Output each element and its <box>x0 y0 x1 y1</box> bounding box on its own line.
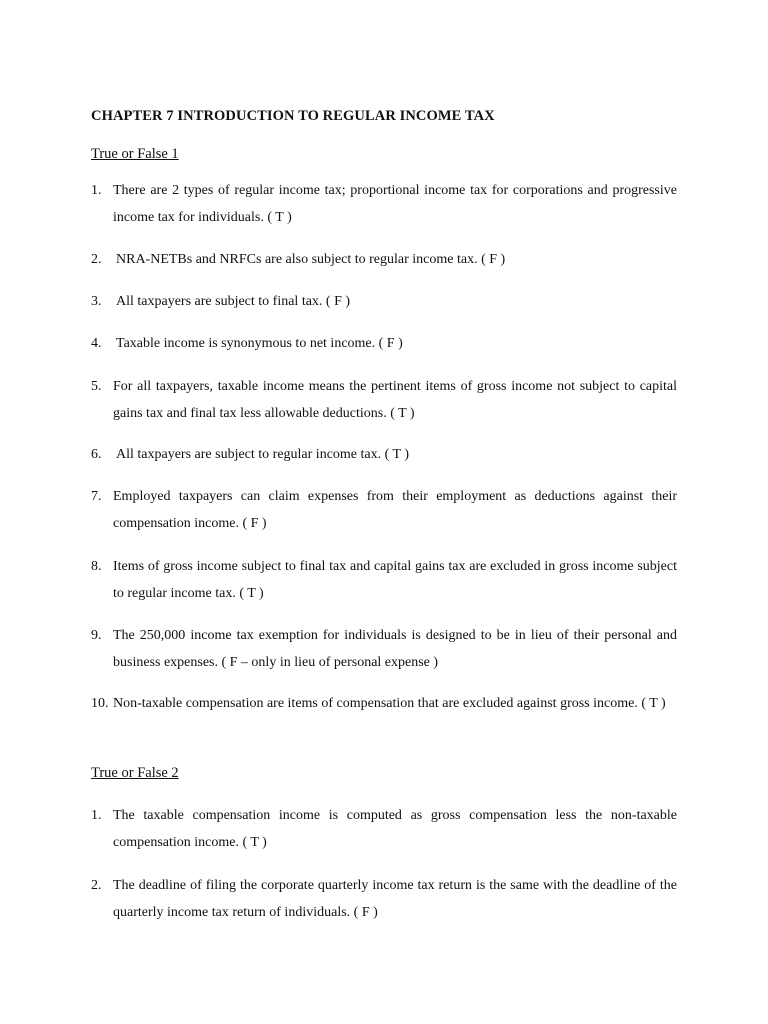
item-number: 8. <box>91 559 102 574</box>
list-item <box>91 553 677 607</box>
list-item <box>91 690 677 717</box>
list-item <box>91 483 677 537</box>
item-number: 1. <box>91 183 102 198</box>
item-number: 3. <box>91 294 102 309</box>
item-text: For all taxpayers, taxable income means the pertinent items of gross income not subject to capital gains tax and final tax less allowable deductions. ( T ) <box>113 379 677 421</box>
item-text: All taxpayers are subject to regular income tax. ( T ) <box>116 447 409 462</box>
list-item <box>91 330 677 357</box>
list-item <box>91 373 677 427</box>
item-number: 2. <box>91 878 102 893</box>
item-number: 5. <box>91 379 102 394</box>
item-number: 7. <box>91 489 102 504</box>
item-text: Items of gross income subject to final tax and capital gains tax are excluded in gross income subject to regular income tax. ( T ) <box>113 559 677 601</box>
item-number: 1. <box>91 808 102 823</box>
item-text: Employed taxpayers can claim expenses from their employment as deductions against their compensation income. ( F ) <box>113 489 677 531</box>
section-heading-true-or-false-2: True or False 2 <box>91 765 179 781</box>
list-item <box>91 246 677 273</box>
item-text: Non-taxable compensation are items of compensation that are excluded against gross income. ( T ) <box>113 696 666 711</box>
item-text: There are 2 types of regular income tax; proportional income tax for corporations and progressive income tax for individuals. ( T ) <box>113 183 677 225</box>
item-text: The taxable compensation income is computed as gross compensation less the non-taxable compensation income. ( T ) <box>113 808 677 850</box>
list-item <box>91 872 677 926</box>
item-number: 9. <box>91 628 102 643</box>
section-heading-true-or-false-1: True or False 1 <box>91 146 179 162</box>
item-text: The deadline of filing the corporate quarterly income tax return is the same with the deadline of the quarterly income tax return of individuals. ( F ) <box>113 878 677 920</box>
item-text: The 250,000 income tax exemption for individuals is designed to be in lieu of their personal and business expenses. ( F – only in lieu of personal expense ) <box>113 628 677 670</box>
chapter-title: CHAPTER 7 INTRODUCTION TO REGULAR INCOME TAX <box>91 108 495 124</box>
item-text: All taxpayers are subject to final tax. ( F ) <box>116 294 351 309</box>
item-number: 2. <box>91 252 102 267</box>
item-number: 6. <box>91 447 102 462</box>
item-text: NRA-NETBs and NRFCs are also subject to regular income tax. ( F ) <box>116 252 506 267</box>
item-number: 4. <box>91 336 102 351</box>
list-item <box>91 177 677 231</box>
list-item <box>91 802 677 856</box>
item-number: 10. <box>91 696 109 711</box>
list-item <box>91 288 677 315</box>
item-text: Taxable income is synonymous to net income. ( F ) <box>116 336 403 351</box>
list-item <box>91 622 677 676</box>
list-item <box>91 441 677 468</box>
